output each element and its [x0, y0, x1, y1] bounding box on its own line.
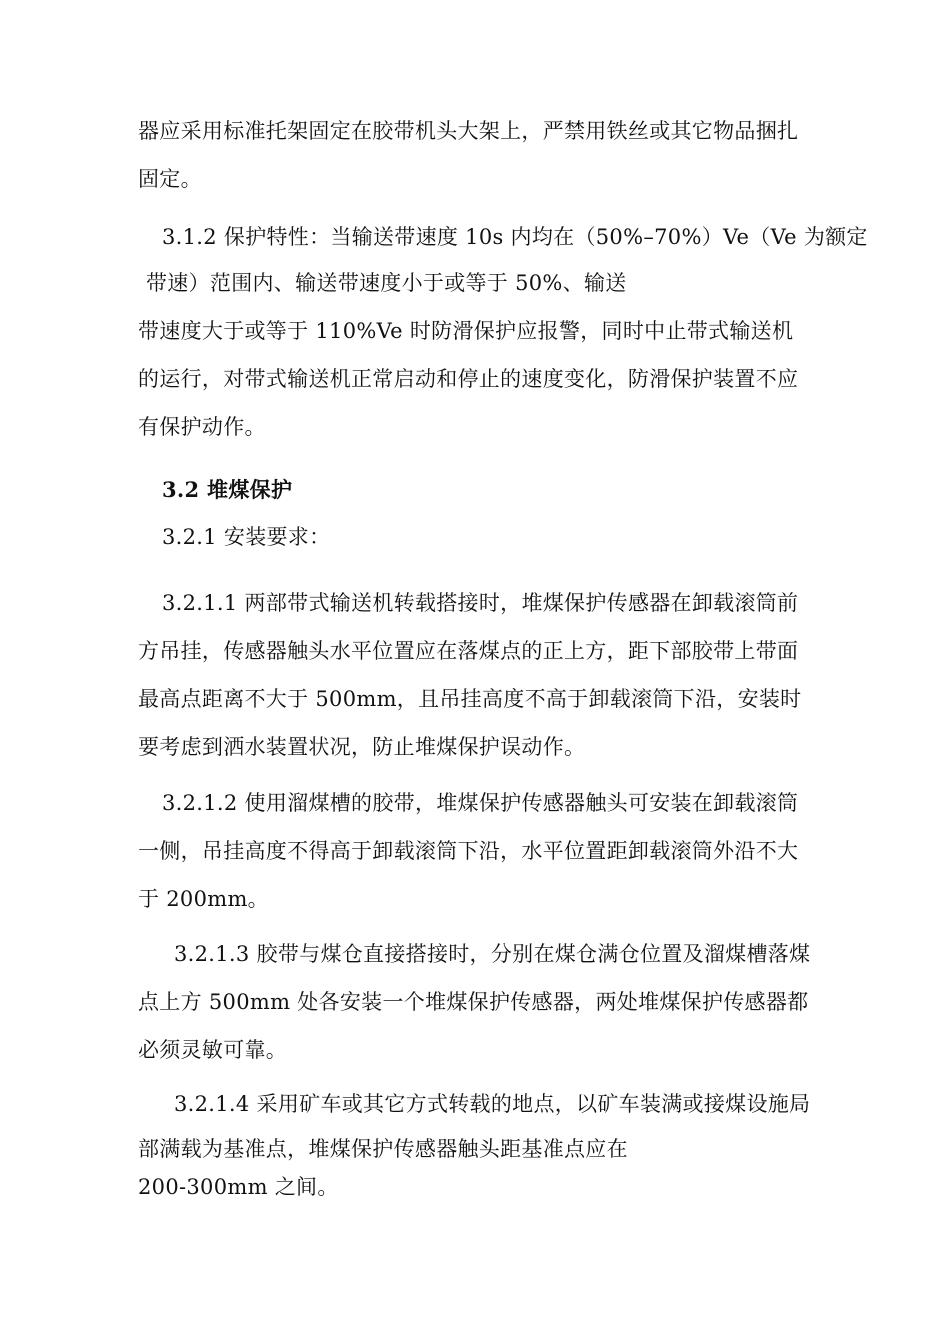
paragraph-line: 有保护动作。	[138, 415, 266, 439]
paragraph-line: 的运行，对带式输送机正常启动和停止的速度变化，防滑保护装置不应	[138, 367, 799, 391]
paragraph-line: 3.2.1.3 胶带与煤仓直接搭接时，分别在煤仓满仓位置及溜煤槽落煤	[174, 942, 811, 966]
paragraph-line: 3.2.1.2 使用溜煤槽的胶带，堆煤保护传感器触头可安装在卸载滚筒	[162, 791, 799, 815]
paragraph-line: 于 200mm。	[138, 887, 269, 911]
paragraph-line: 一侧，吊挂高度不得高于卸载滚筒下沿，水平位置距卸载滚筒外沿不大	[138, 839, 799, 863]
paragraph-line: 200-300mm 之间。	[138, 1175, 339, 1199]
paragraph-line: 3.2.1.1 两部带式输送机转载搭接时，堆煤保护传感器在卸载滚筒前	[162, 591, 799, 615]
paragraph-line: 要考虑到洒水装置状况，防止堆煤保护误动作。	[138, 735, 586, 759]
paragraph-line: 部满载为基准点，堆煤保护传感器触头距基准点应在	[138, 1137, 628, 1161]
paragraph-line: 点上方 500mm 处各安装一个堆煤保护传感器，两处堆煤保护传感器都	[138, 990, 809, 1014]
paragraph-line: 3.1.2 保护特性：当输送带速度 10s 内均在（50%–70%）Ve（Ve 为额定	[162, 225, 868, 249]
paragraph-line: 最高点距离不大于 500mm，且吊挂高度不高于卸载滚筒下沿，安装时	[138, 687, 802, 711]
subsection-heading: 3.2.1 安装要求：	[162, 525, 331, 549]
paragraph-line: 必须灵敏可靠。	[138, 1038, 288, 1062]
paragraph-line: 带速）范围内、输送带速度小于或等于 50%、输送	[146, 271, 627, 295]
paragraph-line: 方吊挂，传感器触头水平位置应在落煤点的正上方，距下部胶带上带面	[138, 639, 799, 663]
paragraph-line: 3.2.1.4 采用矿车或其它方式转载的地点，以矿车装满或接煤设施局	[174, 1092, 811, 1116]
paragraph-line: 器应采用标准托架固定在胶带机头大架上，严禁用铁丝或其它物品捆扎	[138, 119, 799, 143]
paragraph-line: 带速度大于或等于 110%Ve 时防滑保护应报警，同时中止带式输送机	[138, 319, 794, 343]
section-heading: 3.2 堆煤保护	[162, 477, 293, 502]
paragraph-line: 固定。	[138, 167, 202, 191]
